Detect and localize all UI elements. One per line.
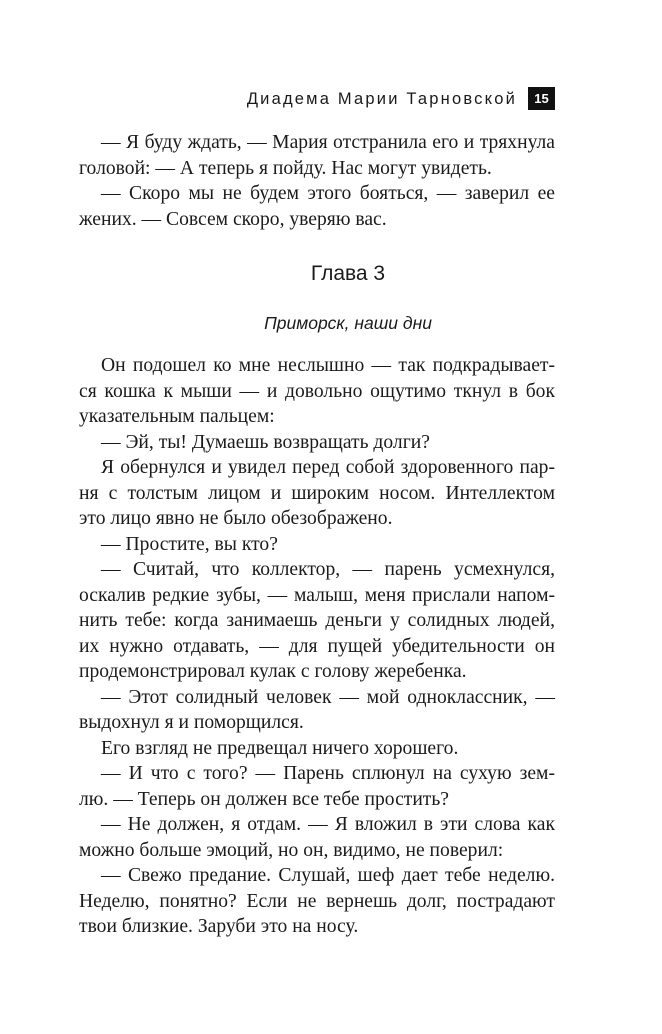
text-line: указательным пальцем:: [79, 406, 275, 427]
running-title: Диадема Марии Тарновской: [246, 90, 517, 108]
text-line: — Простите, вы кто?: [101, 533, 278, 555]
text-line: выдохнул я и поморщился.: [79, 712, 304, 733]
text-line: твои близкие. Заруби это на носу.: [79, 916, 359, 937]
text-line: оскалив редкие зубы, — малыш, меня прислали напом-: [79, 584, 555, 606]
text-block-main: [79, 353, 555, 940]
text-line: — Свежо предание. Слушай, шеф дает тебе неделю.: [101, 865, 555, 886]
text-line: — Эй, ты! Думаешь возвращать долги?: [101, 431, 430, 453]
text-line: — Считай, что коллектор, — парень усмехнулся,: [101, 559, 555, 580]
text-line: — Не должен, я отдам. — Я вложил в эти слова как: [101, 814, 555, 835]
text-line: продемонстрировал кулак с голову жеребенка.: [79, 661, 467, 682]
page-header: [0, 87, 662, 115]
text-line: их нужно отдавать, — для пущей убедительности он: [79, 635, 555, 657]
text-line: нить тебе: когда занимаешь деньги у солидных людей,: [79, 610, 555, 631]
text-line: Он подошел ко мне неслышно — так подкрадывает-: [101, 355, 555, 376]
text-block-top: [79, 130, 555, 232]
text-line: — Я буду ждать, — Мария отстранила его и тряхнула: [101, 132, 555, 153]
text-line: это лицо явно не было обезображено.: [79, 508, 393, 529]
page-number: 15: [528, 87, 555, 110]
chapter-subtitle: Приморск, наши дни: [264, 313, 432, 333]
text-line: — И что с того? — Парень сплюнул на сухую зем-: [101, 763, 555, 784]
text-line: — Этот солидный человек — мой одноклассник, —: [101, 686, 555, 708]
text-line: Неделю, понятно? Если не вернешь долг, пострадают: [79, 890, 555, 912]
text-line: головой: — А теперь я пойду. Нас могут увидеть.: [79, 157, 492, 179]
text-line: ся кошка к мыши — и довольно ощутимо ткнул в бок: [79, 380, 555, 402]
chapter-title: Глава 3: [310, 262, 386, 285]
text-line: можно больше эмоций, но он, видимо, не поверил:: [79, 839, 504, 861]
text-line: лю. — Теперь он должен все тебе простить?: [79, 788, 450, 810]
text-line: — Скоро мы не будем этого бояться, — заверил ее: [101, 183, 555, 204]
text-line: ня с толстым лицом и широким носом. Интеллектом: [79, 482, 555, 504]
text-line: Я обернулся и увидел перед собой здоровенного пар-: [101, 457, 555, 478]
text-line: жених. — Совсем скоро, уверяю вас.: [79, 208, 387, 230]
text-line: Его взгляд не предвещал ничего хорошего.: [101, 737, 459, 759]
